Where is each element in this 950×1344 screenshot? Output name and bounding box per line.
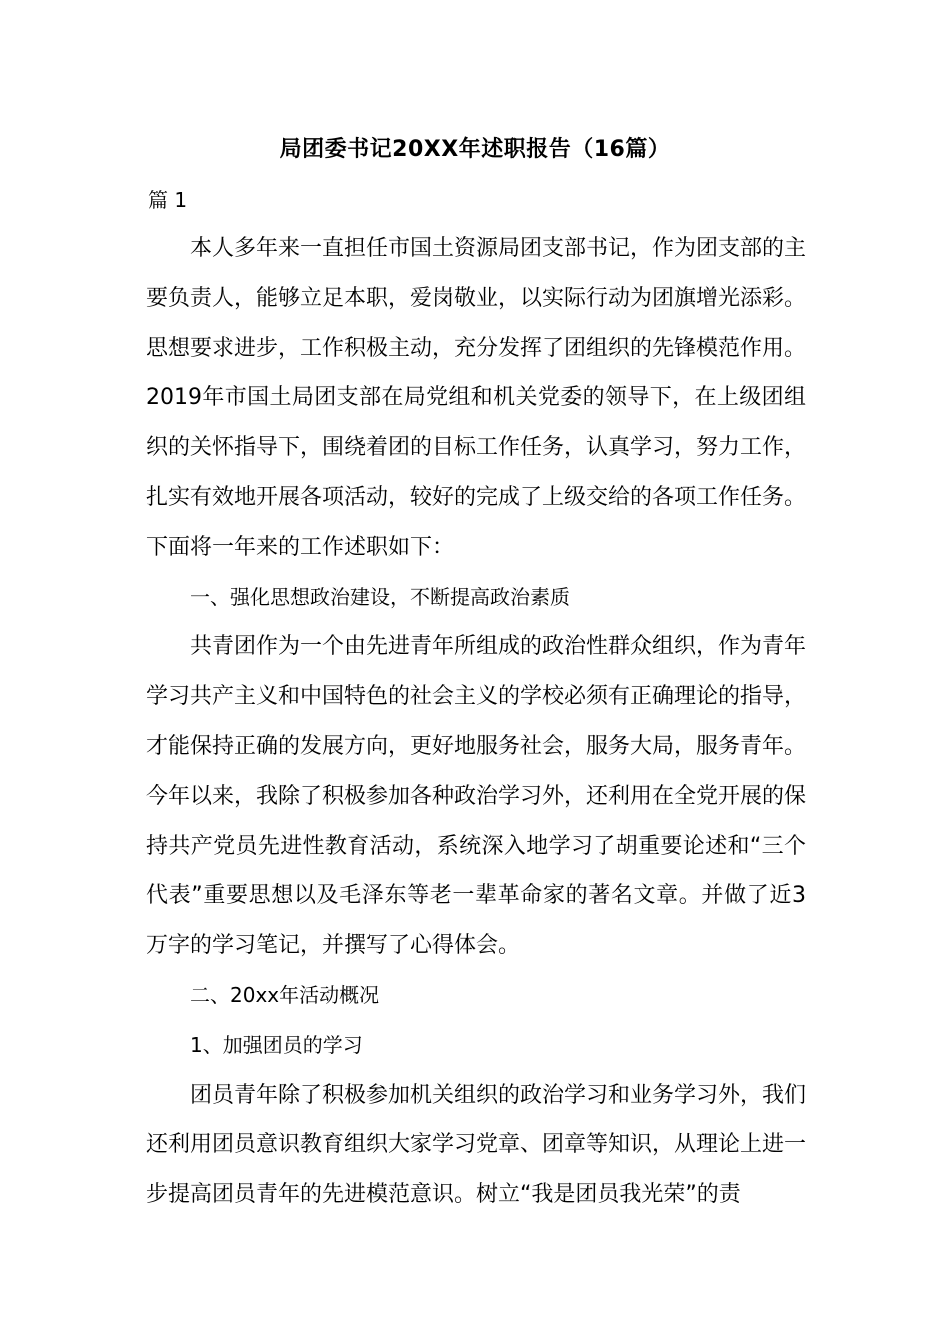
heading-activity-overview: 二、20xx年活动概况	[190, 982, 380, 1007]
heading-political-building: 一、强化思想政治建设，不断提高政治素质	[190, 584, 570, 609]
paragraph-political-study: 共青团作为一个由先进青年所组成的政治性群众组织，作为青年学习共产主义和中国特色的社会主义的学校必须有正确理论的指导，才能保持正确的发展方向，更好地服务社会，服务大局，服务青年。今年以来，我除了积极参加各种政治学习外，还利用在全党开展的保持共产党员先进性教育活动，系统深入地学习了胡重要论述和“三个代表”重要思想以及毛泽东等老一辈革命家的著名文章。并做了近3万字的学习笔记，并撰写了心得体会。	[146, 634, 807, 959]
paragraph-intro: 本人多年来一直担任市国土资源局团支部书记，作为团支部的主要负责人，能够立足本职，爱岗敬业，以实际行动为团旗增光添彩。思想要求进步，工作积极主动，充分发挥了团组织的先锋模范作用。2019年市国土局团支部在局党组和机关党委的领导下，在上级团组织的关怀指导下，围绕着团的目标工作任务，认真学习，努力工作，扎实有效地开展各项活动，较好的完成了上级交给的各项工作任务。下面将一年来的工作述职如下：	[146, 236, 807, 560]
section-label: 篇 1	[148, 188, 188, 212]
paragraph-member-study: 团员青年除了积极参加机关组织的政治学习和业务学习外，我们还利用团员意识教育组织大家学习党章、团章等知识，从理论上进一步提高团员青年的先进模范意识。树立“我是团员我光荣”的责	[146, 1082, 807, 1208]
heading-member-study: 1、加强团员的学习	[190, 1032, 363, 1057]
document-body	[146, 224, 806, 1220]
document-title: 局团委书记20XX年述职报告（16篇）	[279, 137, 671, 162]
